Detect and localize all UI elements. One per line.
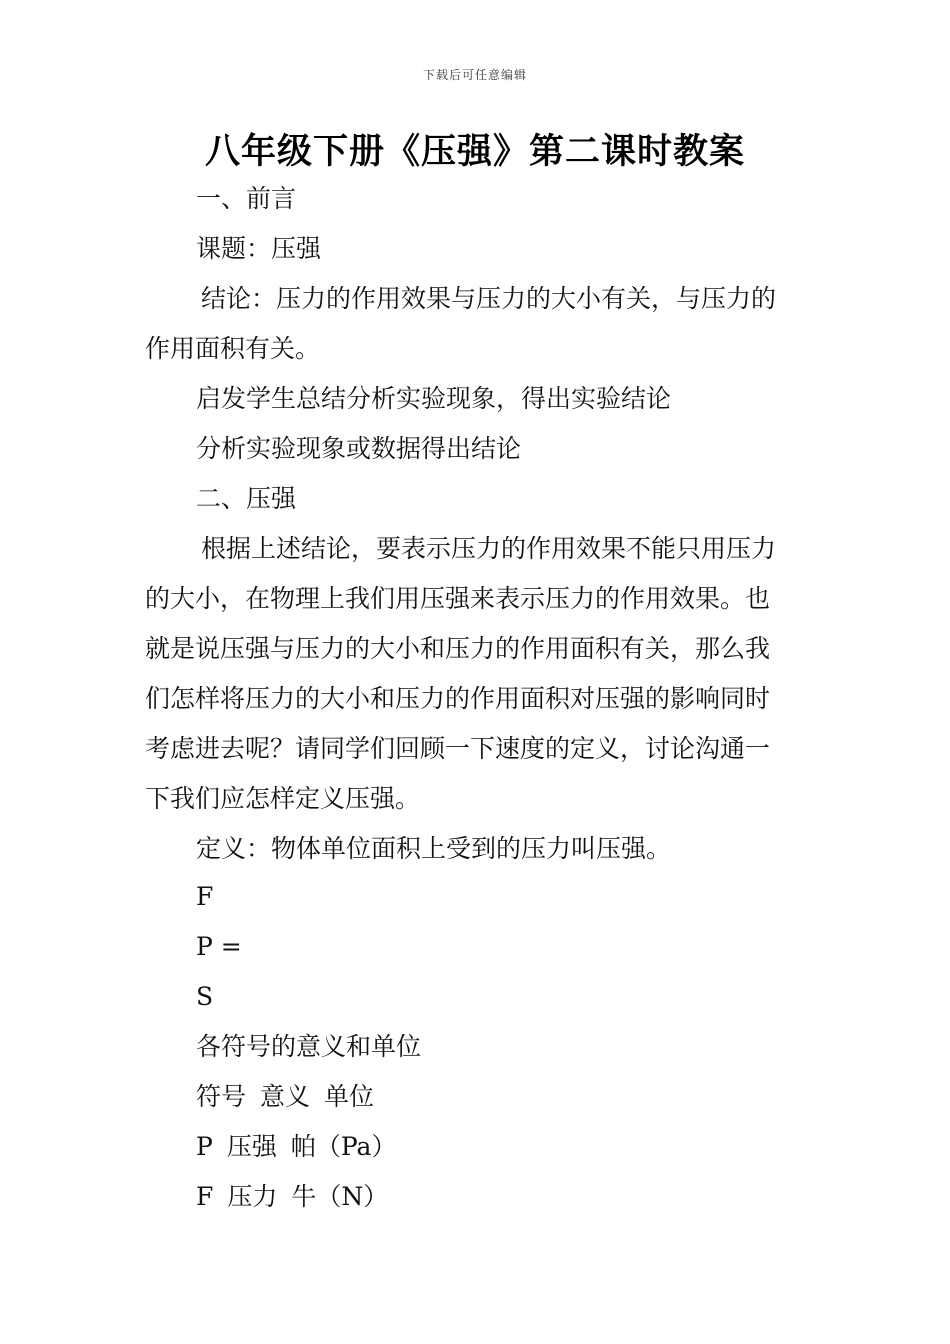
formula-numerator: F — [196, 882, 214, 911]
table-header-cell: 单位 — [324, 1082, 375, 1111]
document-title: 八年级下册《压强》第二课时教案 — [204, 132, 745, 172]
guide-line: 启发学生总结分析实验现象，得出实验结论 — [196, 384, 672, 413]
paragraph-line: 下我们应怎样定义压强。 — [145, 784, 421, 813]
topic-line: 课题：压强 — [196, 234, 322, 263]
table-cell: 帕（Pa） — [290, 1132, 397, 1161]
analysis-line: 分析实验现象或数据得出结论 — [196, 434, 522, 463]
table-cell: 牛（N） — [291, 1182, 389, 1211]
header-watermark: 下载后可任意编辑 — [422, 68, 527, 82]
symbols-table-row — [196, 1122, 410, 1172]
table-header-cell: 符号 — [196, 1082, 247, 1111]
symbols-table-row — [196, 1172, 402, 1222]
table-cell: F — [196, 1182, 214, 1211]
symbols-table-header — [196, 1072, 388, 1122]
section1-heading: 一、前言 — [196, 184, 297, 213]
symbols-heading: 各符号的意义和单位 — [196, 1032, 422, 1061]
formula-lhs: P = — [196, 932, 242, 961]
table-header-cell: 意义 — [260, 1082, 311, 1111]
section2-heading: 二、压强 — [196, 484, 297, 513]
formula-denominator: S — [196, 982, 214, 1011]
conclusion-line-1: 结论：压力的作用效果与压力的大小有关，与压力的 — [201, 284, 777, 313]
conclusion-line-2: 作用面积有关。 — [145, 334, 321, 363]
paragraph-line: 考虑进去呢？请同学们回顾一下速度的定义，讨论沟通一 — [145, 734, 771, 763]
paragraph-line: 就是说压强与压力的大小和压力的作用面积有关，那么我 — [145, 634, 771, 663]
table-cell: 压力 — [227, 1182, 278, 1211]
paragraph-line: 的大小，在物理上我们用压强来表示压力的作用效果。也 — [145, 584, 771, 613]
paragraph-line: 根据上述结论，要表示压力的作用效果不能只用压力 — [201, 534, 777, 563]
table-cell: 压强 — [226, 1132, 277, 1161]
paragraph-line: 们怎样将压力的大小和压力的作用面积对压强的影响同时 — [145, 684, 771, 713]
definition-line: 定义：物体单位面积上受到的压力叫压强。 — [196, 834, 672, 863]
table-cell: P — [196, 1132, 213, 1161]
